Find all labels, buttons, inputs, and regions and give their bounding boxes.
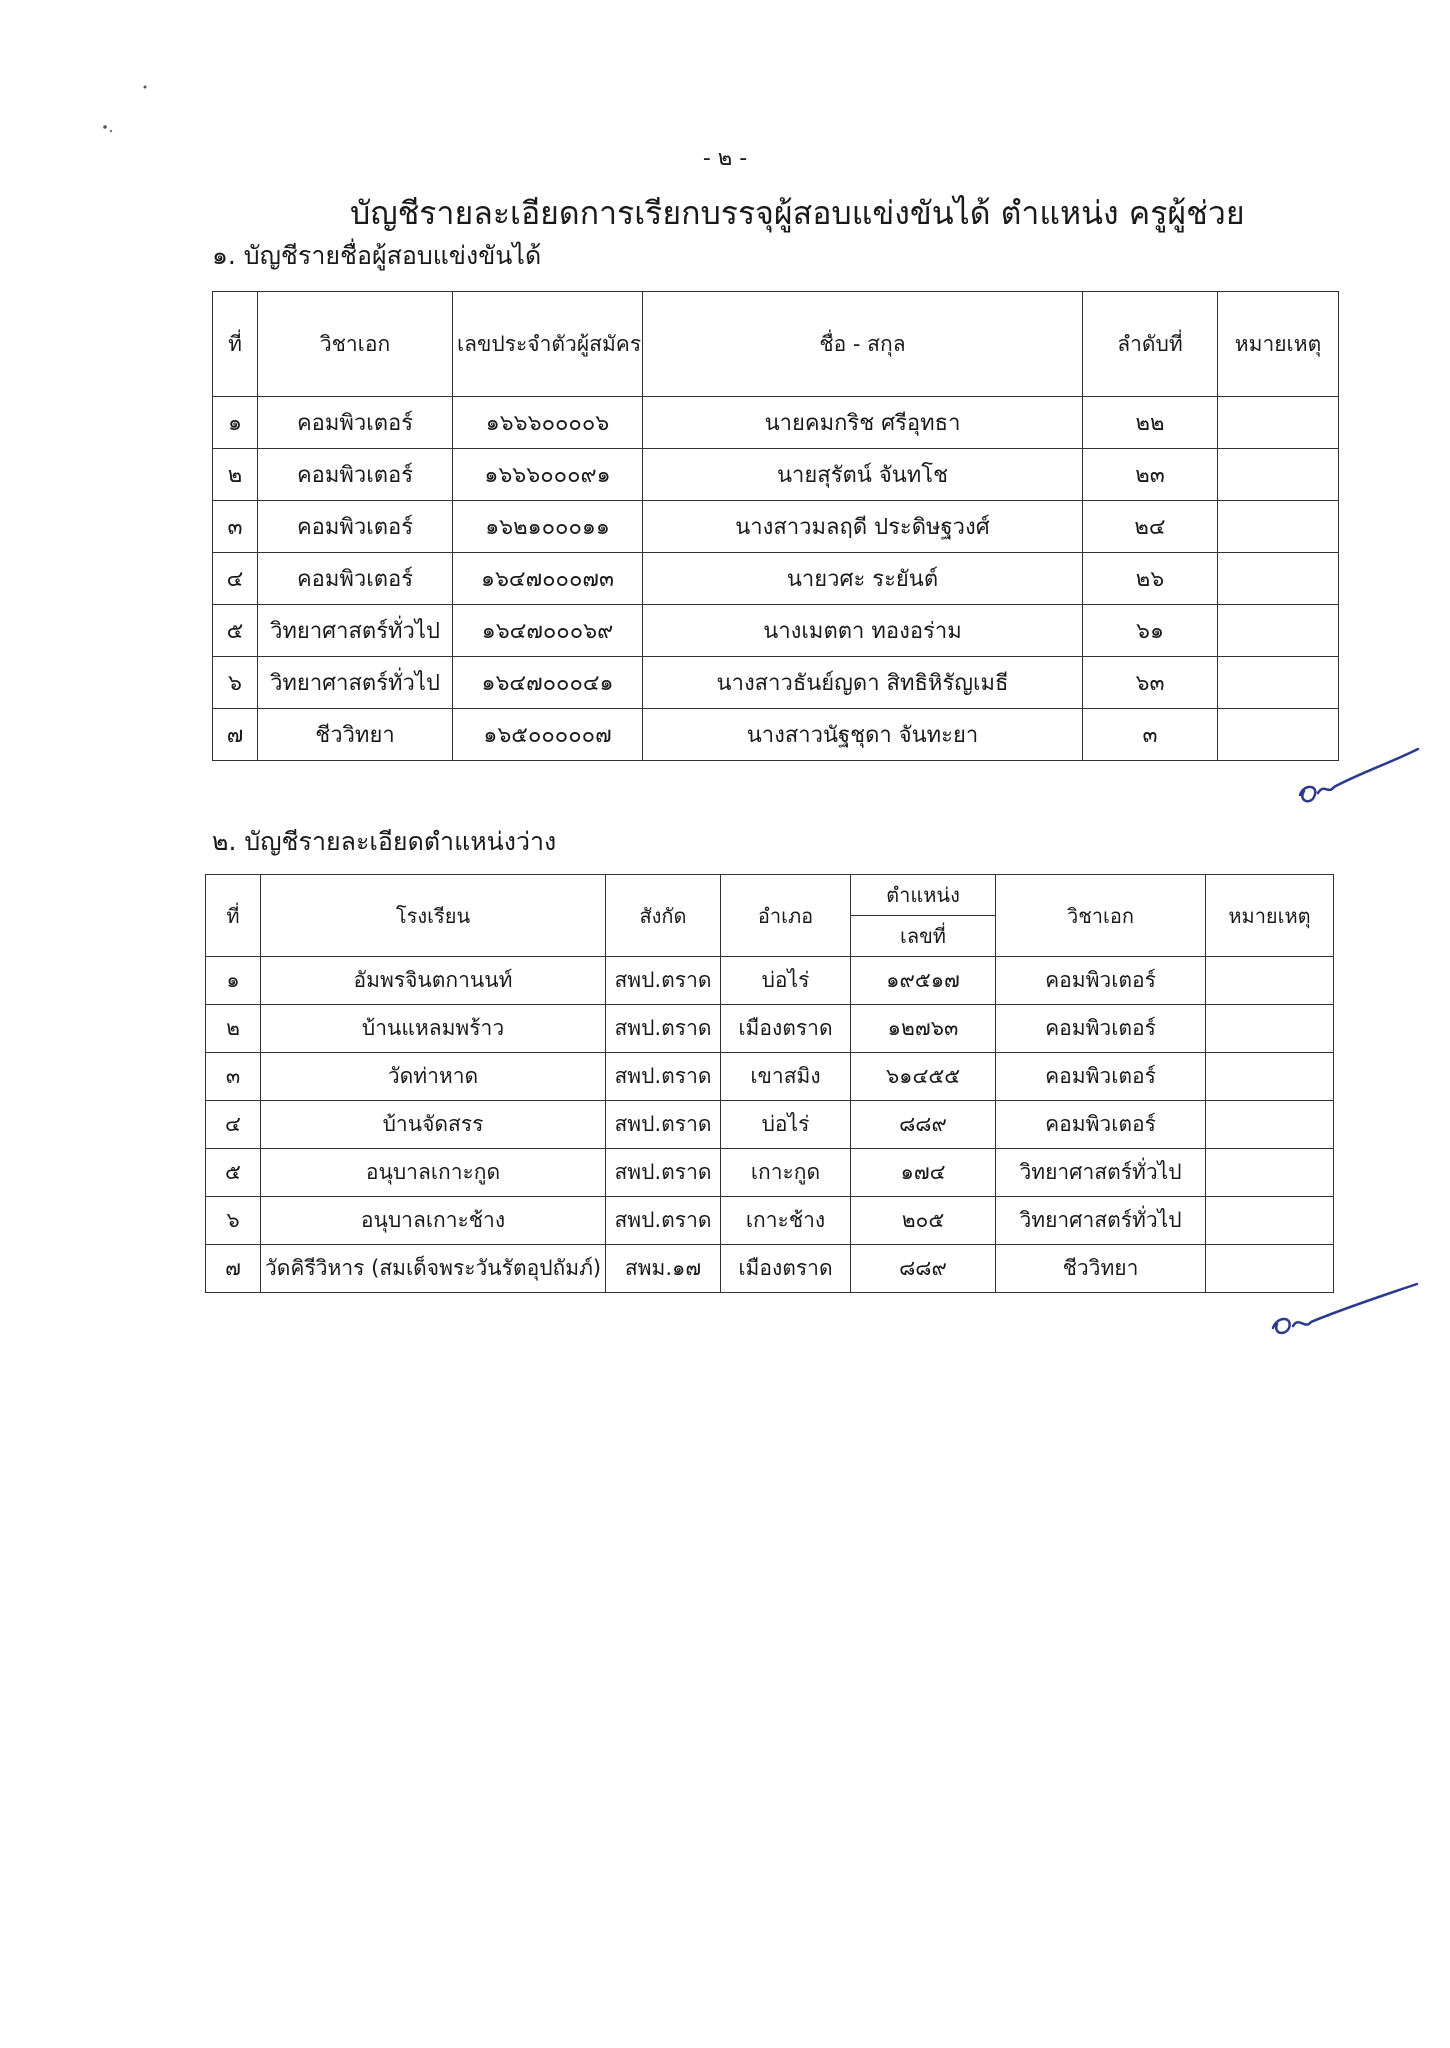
cell-major: วิทยาศาสตร์ทั่วไป <box>258 605 453 657</box>
passed-candidates-table <box>212 291 1339 761</box>
cell-no: ๑ <box>206 957 261 1005</box>
cell-remark <box>1206 1101 1334 1149</box>
cell-no: ๑ <box>213 397 258 449</box>
cell-no: ๒ <box>206 1005 261 1053</box>
cell-major: คอมพิวเตอร์ <box>996 1101 1206 1149</box>
cell-name: นางสาวธันย์ญดา สิทธิหิรัญเมธี <box>643 657 1083 709</box>
table-header-row <box>206 875 1334 916</box>
cell-affiliation: สพป.ตราด <box>606 1053 721 1101</box>
table-row <box>213 449 1339 501</box>
cell-district: เกาะช้าง <box>721 1197 851 1245</box>
vacant-positions-table <box>205 874 1334 1293</box>
cell-remark <box>1218 449 1339 501</box>
table-row <box>206 1101 1334 1149</box>
cell-school: วัดท่าหาด <box>261 1053 606 1101</box>
cell-position-no: ๘๘๙ <box>851 1101 996 1149</box>
cell-no: ๔ <box>213 553 258 605</box>
cell-remark <box>1218 501 1339 553</box>
cell-school: อนุบาลเกาะกูด <box>261 1149 606 1197</box>
table-row <box>213 657 1339 709</box>
cell-school: บ้านจัดสรร <box>261 1101 606 1149</box>
cell-remark <box>1218 657 1339 709</box>
header-position: ตำแหน่ง <box>851 875 996 916</box>
cell-applicant-id: ๑๖๔๗๐๐๐๗๓ <box>453 553 643 605</box>
cell-applicant-id: ๑๖๖๖๐๐๐๙๑ <box>453 449 643 501</box>
cell-rank: ๒๔ <box>1083 501 1218 553</box>
cell-applicant-id: ๑๖๔๗๐๐๐๖๙ <box>453 605 643 657</box>
header-remark: หมายเหตุ <box>1206 875 1334 957</box>
header-major: วิชาเอก <box>996 875 1206 957</box>
cell-affiliation: สพม.๑๗ <box>606 1245 721 1293</box>
cell-no: ๖ <box>213 657 258 709</box>
cell-district: บ่อไร่ <box>721 957 851 1005</box>
cell-district: เขาสมิง <box>721 1053 851 1101</box>
cell-affiliation: สพป.ตราด <box>606 1005 721 1053</box>
cell-district: เกาะกูด <box>721 1149 851 1197</box>
cell-remark <box>1206 1149 1334 1197</box>
table-row <box>206 1053 1334 1101</box>
cell-applicant-id: ๑๖๔๗๐๐๐๔๑ <box>453 657 643 709</box>
cell-major: คอมพิวเตอร์ <box>258 553 453 605</box>
table-row <box>206 957 1334 1005</box>
header-remark: หมายเหตุ <box>1218 292 1339 397</box>
cell-affiliation: สพป.ตราด <box>606 1101 721 1149</box>
cell-name: นายคมกริช ศรีอุทธา <box>643 397 1083 449</box>
cell-position-no: ๖๑๔๕๕ <box>851 1053 996 1101</box>
cell-position-no: ๘๘๙ <box>851 1245 996 1293</box>
table-row <box>206 1005 1334 1053</box>
cell-remark <box>1218 397 1339 449</box>
table-header-row <box>213 292 1339 397</box>
cell-applicant-id: ๑๖๕๐๐๐๐๐๗ <box>453 709 643 761</box>
cell-position-no: ๑๗๔ <box>851 1149 996 1197</box>
cell-applicant-id: ๑๖๒๑๐๐๐๑๑ <box>453 501 643 553</box>
cell-name: นางสาวนัฐชุดา จันทะยา <box>643 709 1083 761</box>
cell-position-no: ๑๙๕๑๗ <box>851 957 996 1005</box>
section1-heading: ๑. บัญชีรายชื่อผู้สอบแข่งขันได้ <box>212 241 542 270</box>
cell-no: ๕ <box>213 605 258 657</box>
cell-affiliation: สพป.ตราด <box>606 957 721 1005</box>
cell-affiliation: สพป.ตราด <box>606 1197 721 1245</box>
signature-initials-2 <box>1265 1278 1425 1348</box>
table-row <box>206 1197 1334 1245</box>
header-position-no: เลขที่ <box>851 916 996 957</box>
header-no: ที่ <box>213 292 258 397</box>
cell-major: วิทยาศาสตร์ทั่วไป <box>996 1149 1206 1197</box>
table-row <box>213 709 1339 761</box>
cell-name: นางสาวมลฤดี ประดิษฐวงศ์ <box>643 501 1083 553</box>
document-title: บัญชีรายละเอียดการเรียกบรรจุผู้สอบแข่งขันได้ ตำแหน่ง ครูผู้ช่วย <box>350 194 1245 232</box>
header-district: อำเภอ <box>721 875 851 957</box>
cell-position-no: ๑๒๗๖๓ <box>851 1005 996 1053</box>
scan-specks <box>95 75 155 145</box>
cell-remark <box>1218 553 1339 605</box>
cell-remark <box>1206 1005 1334 1053</box>
cell-district: เมืองตราด <box>721 1005 851 1053</box>
header-applicant-id: เลขประจำตัวผู้สมัคร <box>453 292 643 397</box>
cell-major: คอมพิวเตอร์ <box>996 957 1206 1005</box>
cell-applicant-id: ๑๖๖๖๐๐๐๐๖ <box>453 397 643 449</box>
cell-major: คอมพิวเตอร์ <box>996 1053 1206 1101</box>
table-row <box>213 397 1339 449</box>
cell-school: อนุบาลเกาะช้าง <box>261 1197 606 1245</box>
header-affiliation: สังกัด <box>606 875 721 957</box>
table-row <box>213 501 1339 553</box>
cell-remark <box>1218 605 1339 657</box>
table-row <box>206 1245 1334 1293</box>
cell-name: นายสุรัตน์ จันทโช <box>643 449 1083 501</box>
cell-no: ๓ <box>213 501 258 553</box>
header-no: ที่ <box>206 875 261 957</box>
table-row <box>213 553 1339 605</box>
cell-name: นางเมตตา ทองอร่าม <box>643 605 1083 657</box>
signature-initials-1 <box>1290 735 1430 815</box>
cell-remark <box>1206 957 1334 1005</box>
cell-major: วิทยาศาสตร์ทั่วไป <box>996 1197 1206 1245</box>
cell-rank: ๖๓ <box>1083 657 1218 709</box>
page-number: - ๒ - <box>702 146 748 171</box>
cell-remark <box>1206 1053 1334 1101</box>
cell-rank: ๒๖ <box>1083 553 1218 605</box>
cell-rank: ๒๓ <box>1083 449 1218 501</box>
cell-no: ๓ <box>206 1053 261 1101</box>
header-major: วิชาเอก <box>258 292 453 397</box>
cell-major: คอมพิวเตอร์ <box>996 1005 1206 1053</box>
cell-school: บ้านแหลมพร้าว <box>261 1005 606 1053</box>
cell-major: ชีววิทยา <box>996 1245 1206 1293</box>
header-rank: ลำดับที่ <box>1083 292 1218 397</box>
table-row <box>206 1149 1334 1197</box>
cell-rank: ๓ <box>1083 709 1218 761</box>
table-row <box>213 605 1339 657</box>
cell-major: คอมพิวเตอร์ <box>258 449 453 501</box>
cell-no: ๗ <box>206 1245 261 1293</box>
cell-no: ๕ <box>206 1149 261 1197</box>
cell-school: อัมพรจินตกานนท์ <box>261 957 606 1005</box>
section2-heading: ๒. บัญชีรายละเอียดตำแหน่งว่าง <box>212 827 557 856</box>
cell-name: นายวศะ ระยันต์ <box>643 553 1083 605</box>
cell-position-no: ๒๐๕ <box>851 1197 996 1245</box>
cell-major: คอมพิวเตอร์ <box>258 501 453 553</box>
cell-major: คอมพิวเตอร์ <box>258 397 453 449</box>
cell-major: วิทยาศาสตร์ทั่วไป <box>258 657 453 709</box>
cell-rank: ๒๒ <box>1083 397 1218 449</box>
header-school: โรงเรียน <box>261 875 606 957</box>
cell-affiliation: สพป.ตราด <box>606 1149 721 1197</box>
cell-no: ๔ <box>206 1101 261 1149</box>
cell-remark <box>1206 1197 1334 1245</box>
cell-district: บ่อไร่ <box>721 1101 851 1149</box>
cell-school: วัดคิรีวิหาร (สมเด็จพระวันรัตอุปถัมภ์) <box>261 1245 606 1293</box>
cell-no: ๒ <box>213 449 258 501</box>
cell-rank: ๖๑ <box>1083 605 1218 657</box>
cell-no: ๗ <box>213 709 258 761</box>
header-name: ชื่อ - สกุล <box>643 292 1083 397</box>
cell-district: เมืองตราด <box>721 1245 851 1293</box>
cell-major: ชีววิทยา <box>258 709 453 761</box>
cell-no: ๖ <box>206 1197 261 1245</box>
